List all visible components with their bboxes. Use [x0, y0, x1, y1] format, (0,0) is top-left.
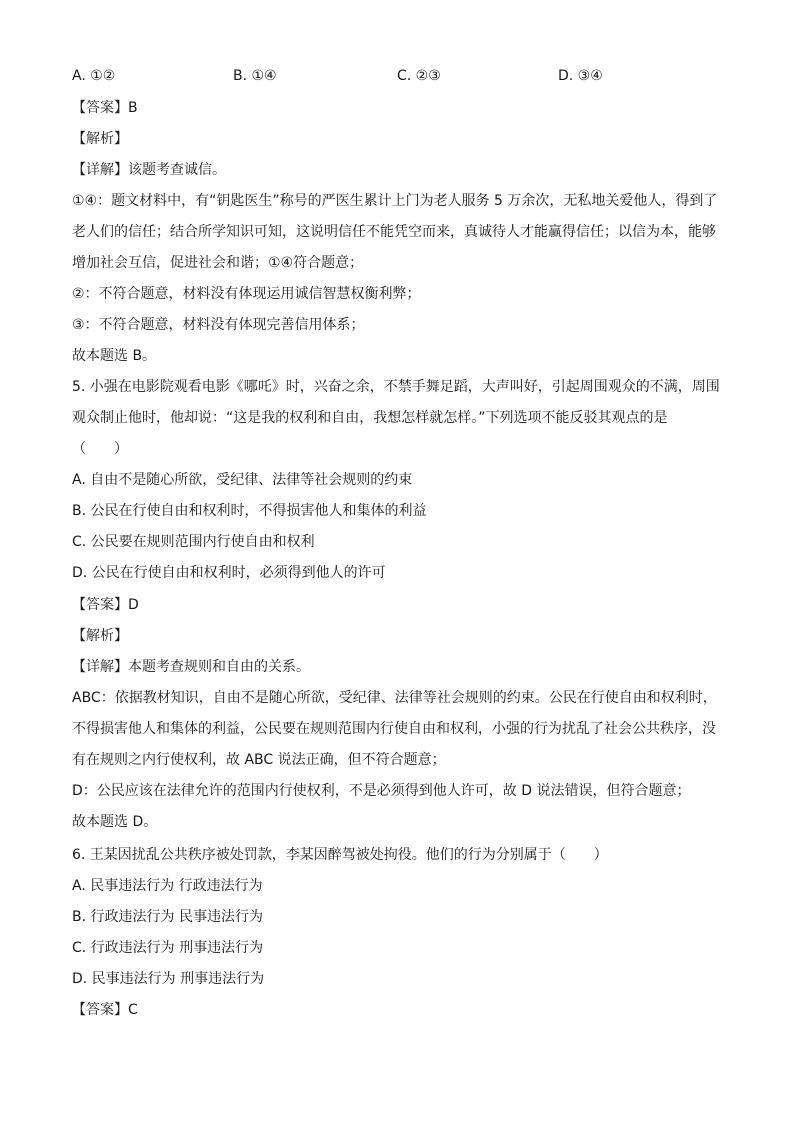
q6-option-a: A. 民事违法行为 行政违法行为	[72, 878, 263, 894]
q4-explanation-line: ③：不符合题意，材料没有体现完善信用体系；	[72, 317, 365, 333]
q5-stem-line: 观众制止他时，他却说：“这是我的权利和自由，我想怎样就怎样。”下列选项不能反驳其观点的是	[72, 410, 668, 426]
q6-stem: 6. 王某因扰乱公共秩序被处罚款，李某因醉驾被处拘役。他们的行为分别属于（ ）	[72, 847, 608, 863]
q5-explanation-line: ABC：依据教材知识，自由不是随心所欲，受纪律、法律等社会规则的约束。公民在行使自由和权利时，	[72, 690, 717, 706]
q5-option-c: C. 公民要在规则范围内行使自由和权利	[72, 534, 315, 550]
q4-explanation-line: 增加社会互信，促进社会和谐；①④符合题意；	[72, 255, 364, 271]
q5-option-d: D. 公民在行使自由和权利时，必须得到他人的许可	[72, 565, 386, 581]
q4-conclusion: 故本题选 B。	[72, 348, 157, 364]
q6-option-b: B. 行政违法行为 民事违法行为	[72, 909, 263, 925]
q4-option-b: B. ①④	[233, 68, 277, 84]
q4-explanation-line: 老人们的信任；结合所学知识可知，这说明信任不能凭空而来，真诚待人才能赢得信任；以信为本，能够	[72, 224, 716, 240]
q4-option-d: D. ③④	[558, 68, 603, 84]
q4-answer: 【答案】B	[72, 100, 138, 116]
q5-option-b: B. 公民在行使自由和权利时，不得损害他人和集体的利益	[72, 503, 427, 519]
q4-explanation-line: ①④：题文材料中，有“钥匙医生”称号的严医生累计上门为老人服务 5 万余次，无私地关爱他人，得到了	[72, 193, 718, 209]
q5-stem-blank: （ ）	[72, 441, 128, 457]
q5-stem-line: 5. 小强在电影院观看电影《哪吒》时，兴奋之余，不禁手舞足蹈，大声叫好，引起周围观众的不满，周围	[72, 379, 720, 395]
q5-option-a: A. 自由不是随心所欲，受纪律、法律等社会规则的约束	[72, 472, 413, 488]
q6-option-c: C. 行政违法行为 刑事违法行为	[72, 940, 264, 956]
q5-explanation-line: 有在规则之内行使权利，故 ABC 说法正确，但不符合题意；	[72, 752, 446, 768]
q5-answer: 【答案】D	[72, 597, 139, 613]
q5-detail: 【详解】本题考查规则和自由的关系。	[72, 659, 310, 675]
q5-explanation-line: 不得损害他人和集体的利益，公民要在规则范围内行使自由和权利，小强的行为扰乱了社会公共秩序，没	[72, 721, 716, 737]
q4-option-a: A. ①②	[72, 68, 116, 84]
q4-explanation-line: ②：不符合题意，材料没有体现运用诚信智慧权衡利弊；	[72, 286, 421, 302]
q5-conclusion: 故本题选 D。	[72, 814, 158, 830]
q4-detail: 【详解】该题考查诚信。	[72, 162, 226, 178]
q6-answer: 【答案】C	[72, 1002, 138, 1018]
q5-analysis-label: 【解析】	[72, 628, 128, 644]
q4-option-c: C. ②③	[397, 68, 441, 84]
q4-analysis-label: 【解析】	[72, 131, 128, 147]
q6-option-d: D. 民事违法行为 刑事违法行为	[72, 971, 265, 987]
q5-explanation-line: D：公民应该在法律允许的范围内行使权利，不是必须得到他人许可，故 D 说法错误，但符合题意；	[72, 783, 691, 799]
